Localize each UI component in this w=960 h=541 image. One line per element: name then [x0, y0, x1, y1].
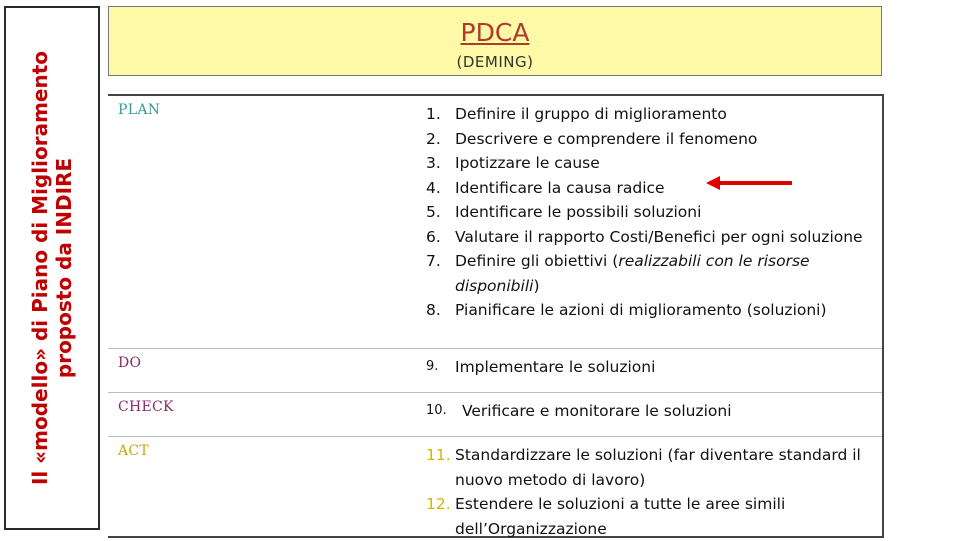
step-number: 9.	[426, 359, 439, 374]
step-text: Implementare le soluzioni	[455, 358, 656, 376]
step-text: Identificare la causa radice	[455, 178, 665, 197]
step-text: Standardizzare le soluzioni (far diventare standard il nuovo metodo di lavoro)	[455, 446, 861, 489]
act-row	[108, 436, 882, 538]
step-number: 3.	[426, 154, 441, 172]
act-label: ACT	[118, 443, 150, 459]
step-number: 10.	[426, 403, 447, 418]
plan-step	[426, 200, 876, 225]
step-text-after: )	[533, 276, 540, 295]
plan-row	[108, 96, 882, 348]
plan-steps	[426, 102, 876, 323]
check-step	[426, 399, 876, 424]
step-number: 5.	[426, 203, 441, 221]
act-steps	[426, 443, 876, 541]
step-text: Definire il gruppo di miglioramento	[455, 105, 727, 123]
step-text-before: Definire gli obiettivi (	[455, 252, 619, 270]
step-text: Identificare le possibili soluzioni	[455, 203, 702, 221]
step-number: 1.	[426, 105, 441, 123]
do-step	[426, 355, 876, 380]
step-number: 11.	[426, 446, 451, 464]
plan-step	[426, 298, 876, 323]
plan-step	[426, 102, 876, 127]
step-number: 8.	[426, 301, 441, 319]
sidebar-title-box	[4, 6, 100, 530]
plan-step	[426, 151, 876, 176]
sidebar-title-line2: proposto da INDIRE	[52, 157, 76, 379]
step-text: Verificare e monitorare le soluzioni	[462, 402, 732, 420]
do-row	[108, 348, 882, 392]
left-arrow-icon	[704, 174, 794, 192]
page-subtitle: (DEMING)	[456, 53, 534, 71]
header-box	[108, 6, 882, 76]
step-text: Estendere le soluzioni a tutte le aree simili dell’Organizzazione	[455, 495, 786, 538]
step-text-italic: realizzabili con le risorse disponibili	[455, 252, 810, 295]
plan-step	[426, 127, 876, 152]
plan-step	[426, 225, 876, 250]
step-text	[455, 249, 876, 298]
plan-step	[426, 176, 876, 201]
do-label: DO	[118, 355, 142, 371]
step-text: Ipotizzare le cause	[455, 154, 600, 172]
step-number: 2.	[426, 129, 441, 148]
sidebar-title	[28, 18, 76, 518]
check-label: CHECK	[118, 399, 174, 415]
plan-step	[426, 249, 876, 298]
do-steps	[426, 355, 876, 380]
step-number: 6.	[426, 227, 441, 246]
step-text: Descrivere e comprendere il fenomeno	[455, 129, 758, 148]
step-number: 7.	[426, 252, 441, 270]
act-step	[426, 443, 876, 492]
plan-label: PLAN	[118, 102, 161, 118]
act-step	[426, 492, 876, 541]
page-title: PDCA	[460, 18, 530, 47]
step-number: 4.	[426, 178, 441, 197]
step-text: Valutare il rapporto Costi/Benefici per ogni soluzione	[455, 227, 863, 246]
check-steps	[426, 399, 876, 424]
pdca-table	[108, 94, 884, 538]
check-row	[108, 392, 882, 436]
step-text: Pianificare le azioni di miglioramento (soluzioni)	[455, 301, 827, 319]
step-number: 12.	[426, 495, 451, 513]
sidebar-title-line1: Il «modello» di Piano di Miglioramento	[28, 50, 52, 486]
